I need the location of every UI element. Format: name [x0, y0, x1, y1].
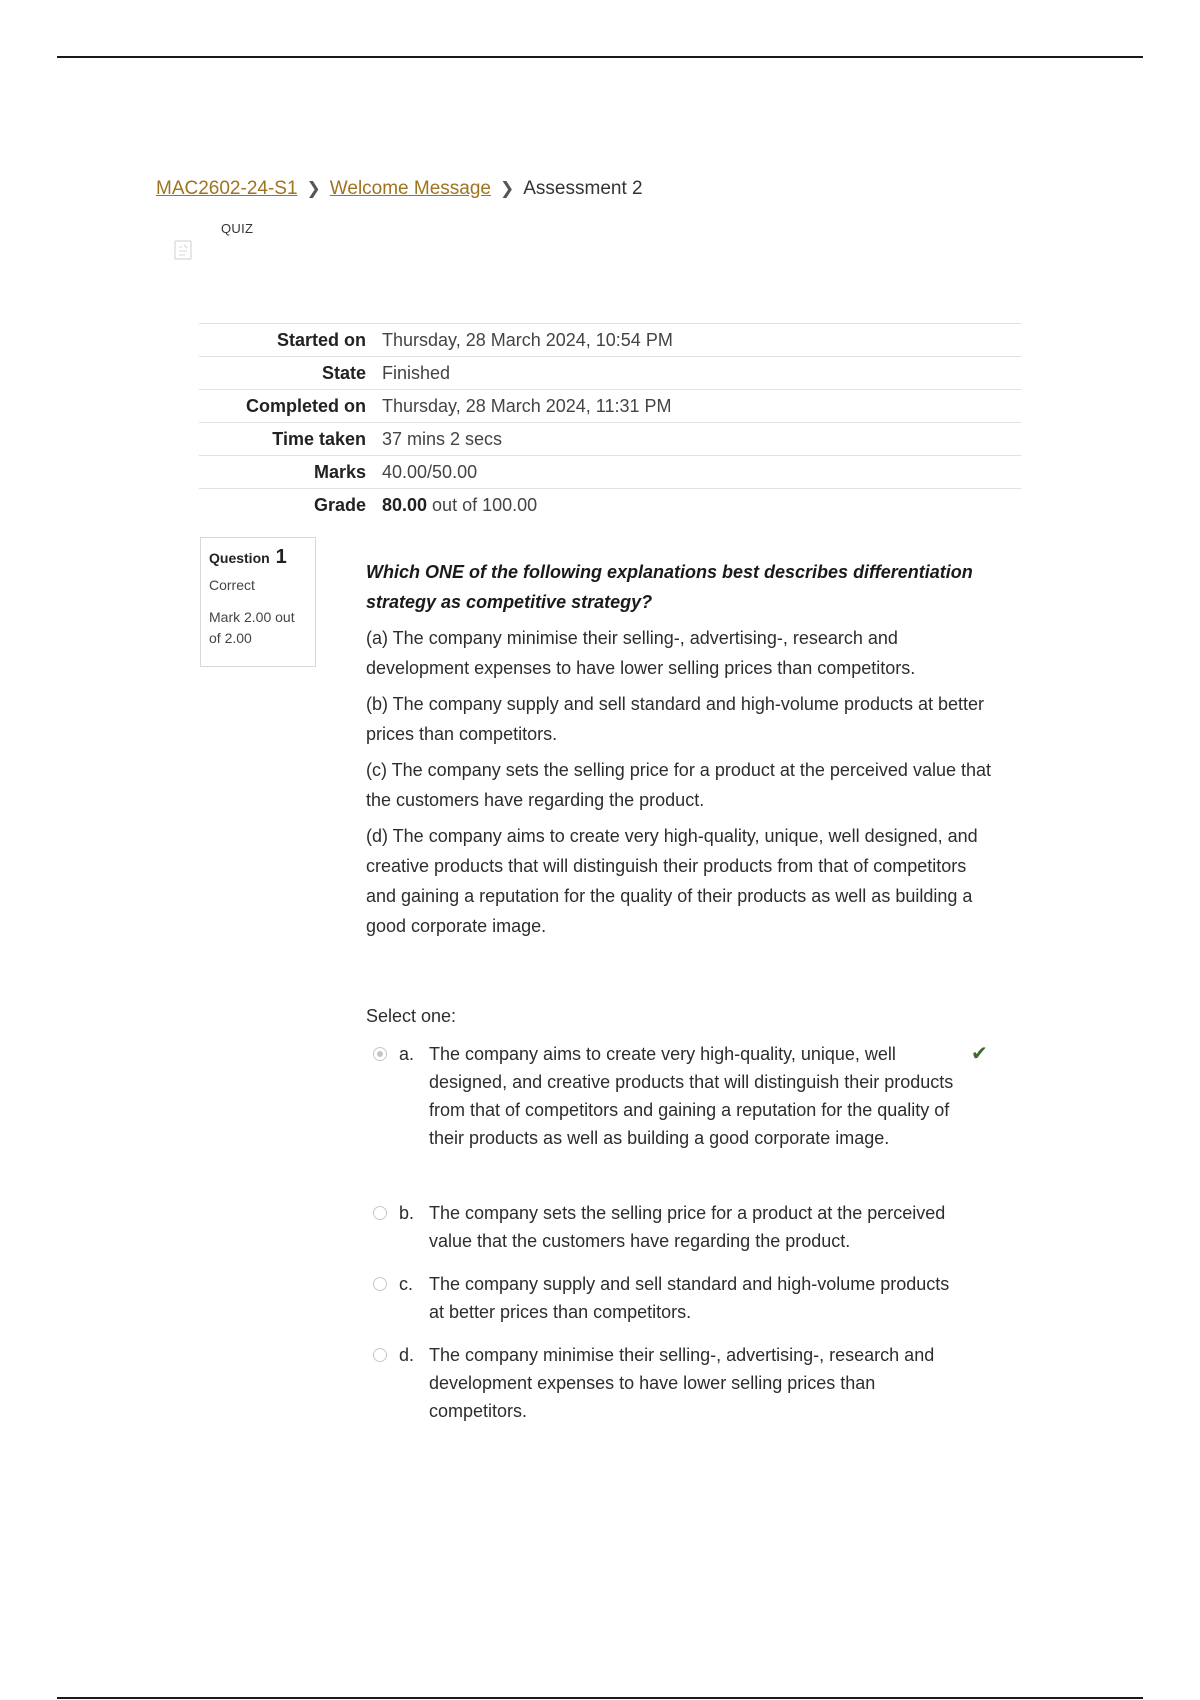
radio-button[interactable] — [373, 1206, 387, 1220]
question-number-value: 1 — [275, 546, 287, 568]
breadcrumb — [156, 178, 643, 200]
summary-value: 37 mins 2 secs — [382, 428, 503, 449]
summary-grade-value — [382, 489, 1021, 522]
question-number — [209, 546, 307, 569]
breadcrumb-section-link[interactable]: Welcome Message — [329, 178, 491, 199]
activity-type-label: QUIZ — [221, 221, 254, 236]
question-label: Question — [209, 550, 270, 566]
answer-option-c[interactable] — [373, 1270, 993, 1326]
answer-text: The company aims to create very high-quality, unique, well designed, and creative products that will distinguish their products from that of competitors and gaining a reputation for the quality of their products as well as building a good corporate image. — [429, 1044, 954, 1148]
question-info-box — [200, 537, 316, 667]
answer-option-b[interactable] — [373, 1199, 993, 1255]
summary-label: Started on — [276, 329, 366, 350]
question-title: Which ONE of the following explanations best describes differentiation strategy as competitive strategy? — [366, 562, 973, 612]
summary-label: Grade — [313, 494, 366, 515]
summary-row — [199, 357, 1021, 390]
explanation-c: (c) The company sets the selling price for a product at the perceived value that the customers have regarding the product. — [366, 760, 991, 810]
answer-text: The company minimise their selling-, advertising-, research and development expenses to have lower selling prices than competitors. — [429, 1345, 935, 1421]
answer-text: The company sets the selling price for a product at the perceived value that the customers have regarding the product. — [429, 1203, 946, 1251]
summary-label: Completed on — [246, 395, 366, 416]
summary-row — [199, 324, 1021, 357]
summary-label: Marks — [313, 461, 366, 482]
chevron-right-icon: ❯ — [306, 179, 321, 198]
answer-option-a[interactable] — [373, 1040, 993, 1152]
summary-row — [199, 456, 1021, 489]
breadcrumb-current: Assessment 2 — [523, 178, 643, 199]
radio-button-selected[interactable] — [373, 1047, 387, 1061]
radio-button[interactable] — [373, 1277, 387, 1291]
explanation-a: (a) The company minimise their selling-, advertising-, research and development expenses to have lower selling prices than competitors. — [366, 628, 916, 678]
summary-value: Thursday, 28 March 2024, 10:54 PM — [382, 329, 673, 350]
breadcrumb-course-link[interactable]: MAC2602-24-S1 — [156, 178, 298, 199]
summary-label: Time taken — [272, 428, 366, 449]
answer-letter: c. — [399, 1274, 414, 1294]
quiz-icon — [174, 240, 192, 260]
grade-suffix: out of 100.00 — [427, 494, 538, 515]
grade-score: 80.00 — [382, 494, 428, 515]
summary-label: State — [321, 362, 366, 383]
answer-letter: d. — [399, 1345, 415, 1365]
page-bottom-rule — [57, 1697, 1143, 1699]
chevron-right-icon: ❯ — [500, 179, 515, 198]
correct-check-icon: ✔ — [971, 1043, 988, 1065]
page-top-rule — [57, 56, 1143, 58]
explanation-b: (b) The company supply and sell standard and high-volume products at better prices than competitors. — [366, 694, 985, 744]
answer-letter: a. — [399, 1044, 415, 1064]
answer-option-d[interactable] — [373, 1341, 993, 1425]
attempt-summary-table — [199, 323, 1021, 521]
radio-button[interactable] — [373, 1348, 387, 1362]
summary-value: 40.00/50.00 — [382, 461, 478, 482]
explanation-d: (d) The company aims to create very high-quality, unique, well designed, and creative products that will distinguish their products from that of competitors and gaining a reputation for the quality of their products as well as building a good corporate image. — [366, 826, 978, 936]
answer-text: The company supply and sell standard and high-volume products at better prices than competitors. — [429, 1274, 950, 1322]
summary-row — [199, 390, 1021, 423]
summary-row-grade — [199, 489, 1021, 522]
question-mark: Mark 2.00 out of 2.00 — [209, 609, 295, 646]
summary-row — [199, 423, 1021, 456]
question-text — [366, 557, 991, 947]
question-state: Correct — [209, 577, 255, 593]
summary-value: Finished — [382, 362, 451, 383]
answer-letter: b. — [399, 1203, 415, 1223]
summary-value: Thursday, 28 March 2024, 11:31 PM — [382, 395, 672, 416]
select-one-prompt: Select one: — [366, 1006, 457, 1026]
